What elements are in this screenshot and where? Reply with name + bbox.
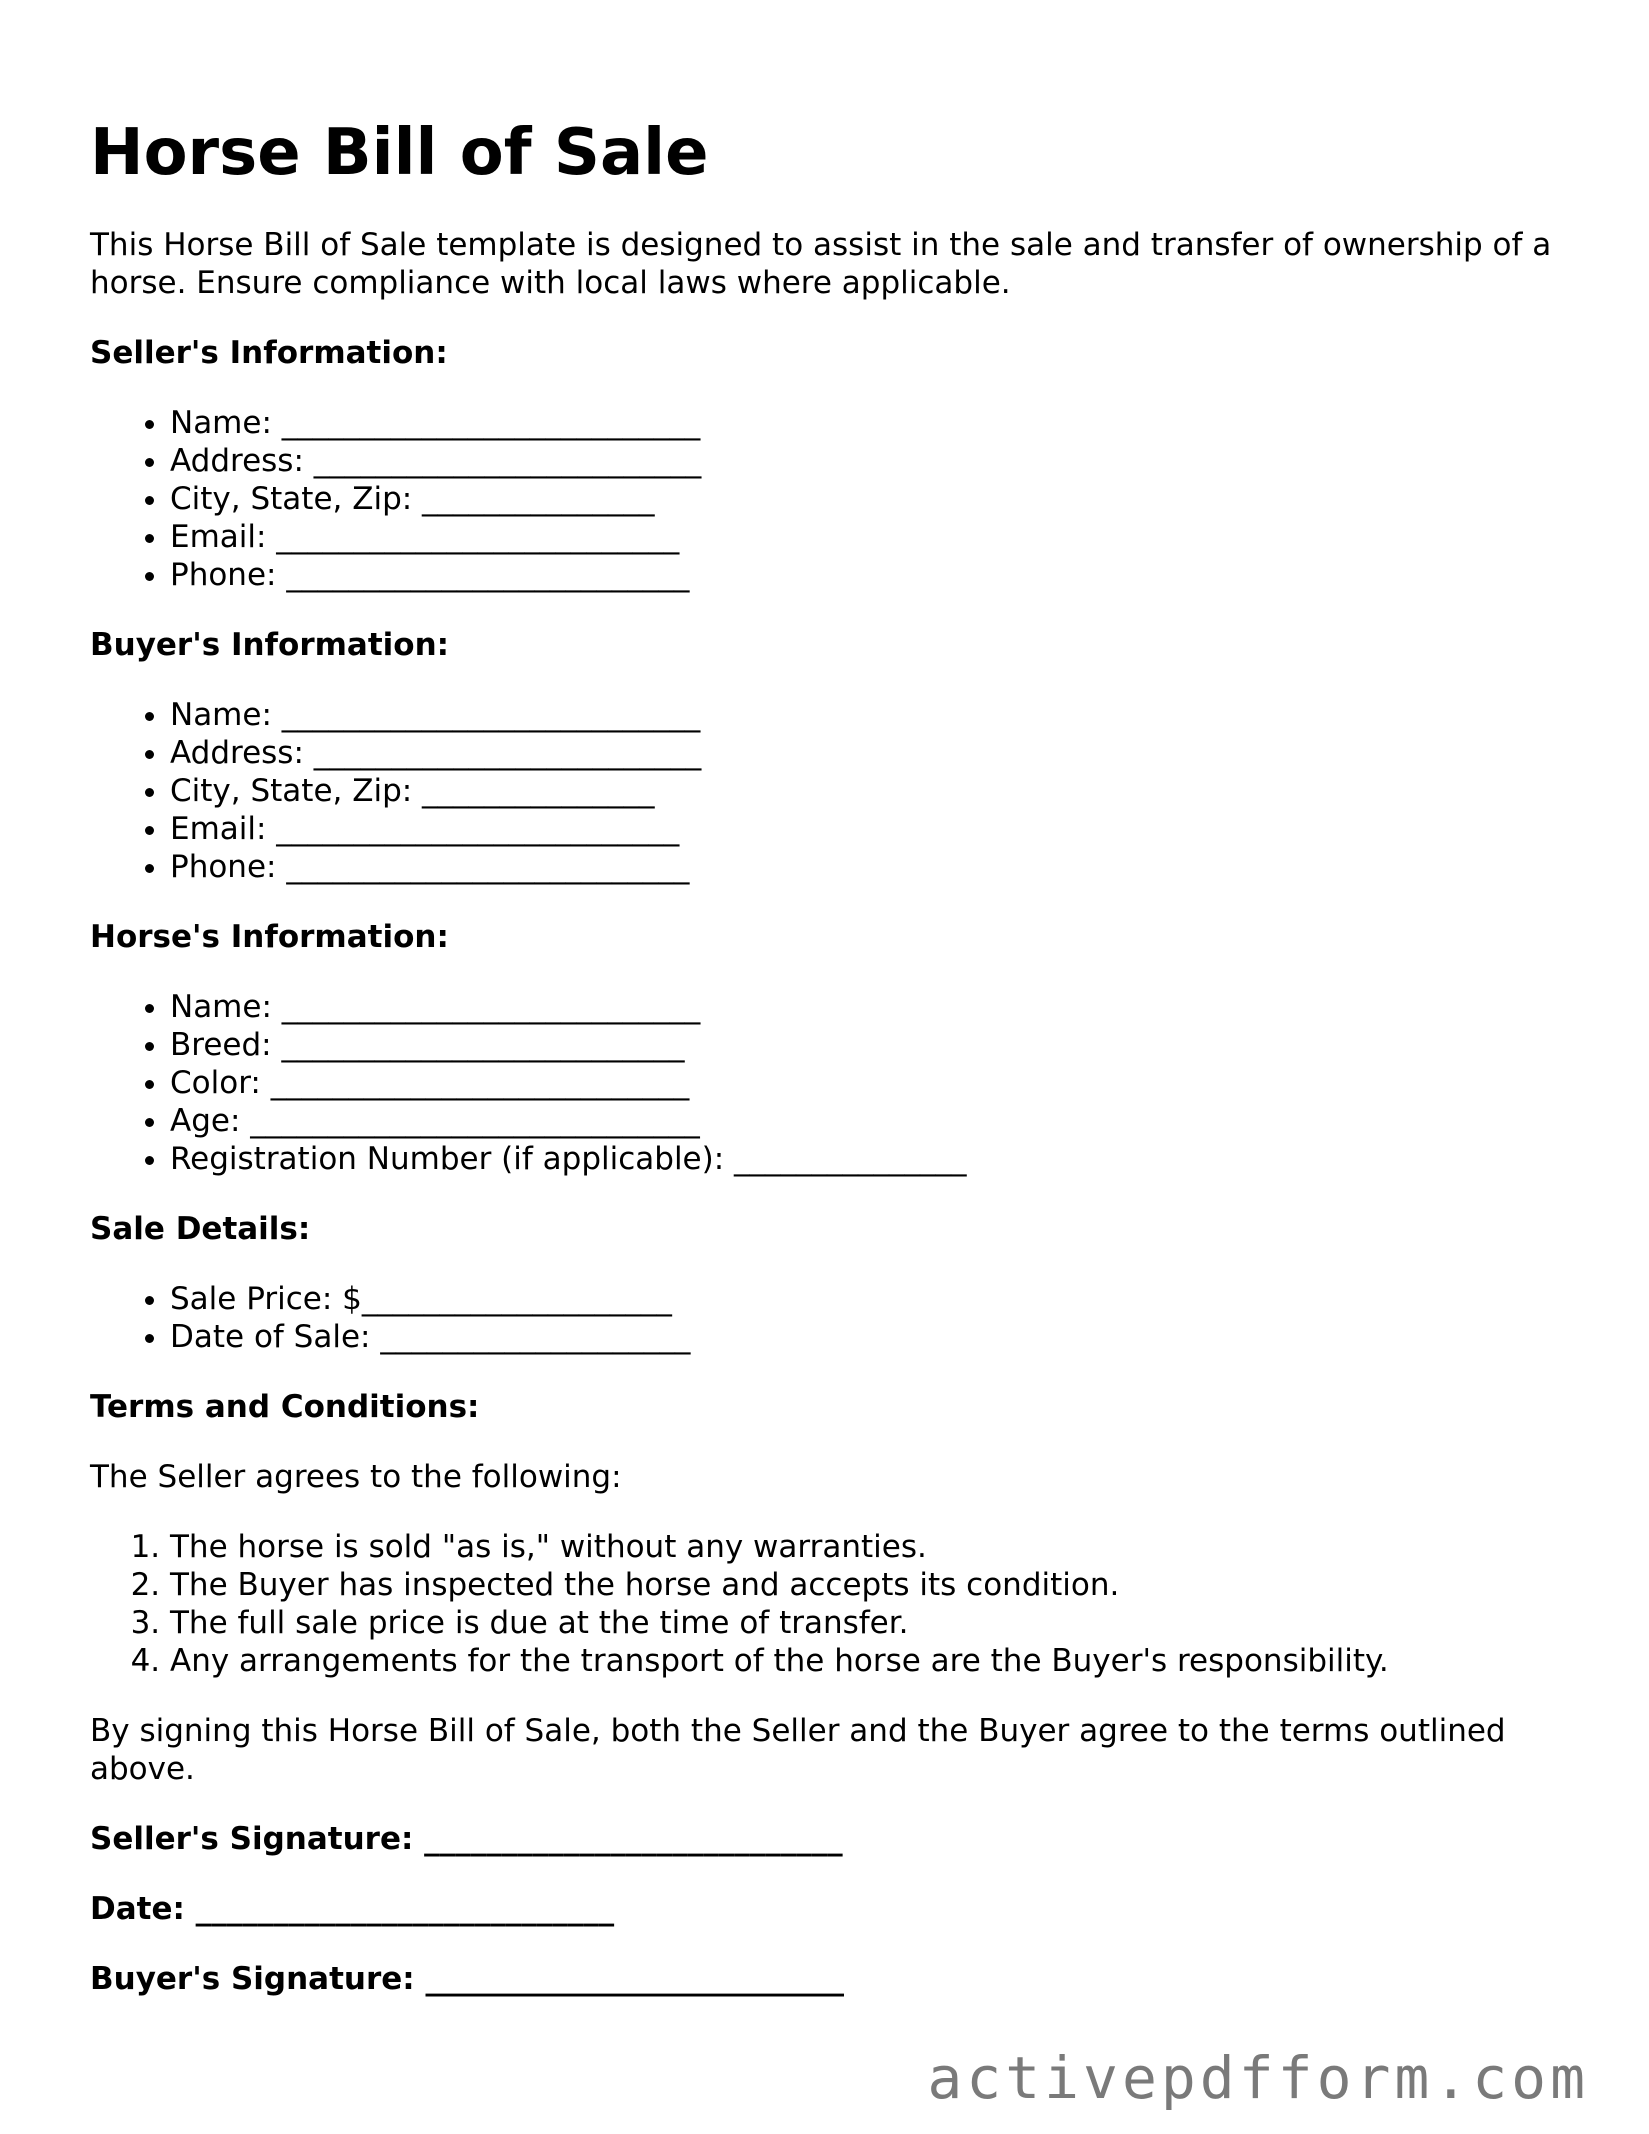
document-page: [90, 112, 1570, 1998]
sale-price-field[interactable]: • Sale Price: $____________________: [170, 1280, 1570, 1318]
buyer-address-field[interactable]: • Address: _________________________: [170, 734, 1570, 772]
seller-phone-field[interactable]: • Phone: __________________________: [170, 556, 1570, 594]
horse-color-field[interactable]: • Color: ___________________________: [170, 1064, 1570, 1102]
terms-list: [90, 1528, 1570, 1680]
term-item: 1. The horse is sold "as is," without any warranties.: [170, 1528, 1570, 1566]
term-item: 2. The Buyer has inspected the horse and accepts its condition.: [170, 1566, 1570, 1604]
intro-paragraph: This Horse Bill of Sale template is designed to assist in the sale and transfer of ownership of a horse. Ensure compliance with local laws where applicable.: [90, 227, 1552, 301]
seller-signature-field[interactable]: Seller's Signature: ___________________________: [90, 1821, 843, 1857]
seller-info-list: [90, 404, 1570, 594]
seller-name-field[interactable]: • Name: ___________________________: [170, 404, 1570, 442]
buyer-heading: Buyer's Information:: [90, 627, 450, 663]
horse-info-list: [90, 988, 1570, 1178]
date-of-sale-field[interactable]: • Date of Sale: ____________________: [170, 1318, 1570, 1356]
closing-paragraph: By signing this Horse Bill of Sale, both the Seller and the Buyer agree to the terms outlined above.: [90, 1713, 1506, 1787]
buyer-name-field[interactable]: • Name: ___________________________: [170, 696, 1570, 734]
terms-heading: Terms and Conditions:: [90, 1389, 480, 1425]
seller-email-field[interactable]: • Email: __________________________: [170, 518, 1570, 556]
buyer-info-list: [90, 696, 1570, 886]
seller-city-state-zip-field[interactable]: • City, State, Zip: _______________: [170, 480, 1570, 518]
horse-age-field[interactable]: • Age: _____________________________: [170, 1102, 1570, 1140]
buyer-city-state-zip-field[interactable]: • City, State, Zip: _______________: [170, 772, 1570, 810]
buyer-phone-field[interactable]: • Phone: __________________________: [170, 848, 1570, 886]
horse-name-field[interactable]: • Name: ___________________________: [170, 988, 1570, 1026]
buyer-email-field[interactable]: • Email: __________________________: [170, 810, 1570, 848]
horse-registration-number-field[interactable]: • Registration Number (if applicable): _______________: [170, 1140, 1570, 1178]
seller-address-field[interactable]: • Address: _________________________: [170, 442, 1570, 480]
buyer-signature-field[interactable]: Buyer's Signature: ___________________________: [90, 1961, 844, 1997]
sale-details-heading: Sale Details:: [90, 1211, 311, 1247]
horse-breed-field[interactable]: • Breed: __________________________: [170, 1026, 1570, 1064]
term-item: 3. The full sale price is due at the time of transfer.: [170, 1604, 1570, 1642]
seller-heading: Seller's Information:: [90, 335, 448, 371]
signature-date-field[interactable]: Date: ___________________________: [90, 1891, 615, 1927]
horse-heading: Horse's Information:: [90, 919, 449, 955]
page-title: Horse Bill of Sale: [90, 116, 709, 190]
terms-lead: The Seller agrees to the following:: [90, 1459, 622, 1495]
watermark: activepdfform.com: [927, 2044, 1589, 2112]
term-item: 4. Any arrangements for the transport of the horse are the Buyer's responsibility.: [170, 1642, 1570, 1680]
sale-details-list: [90, 1280, 1570, 1356]
